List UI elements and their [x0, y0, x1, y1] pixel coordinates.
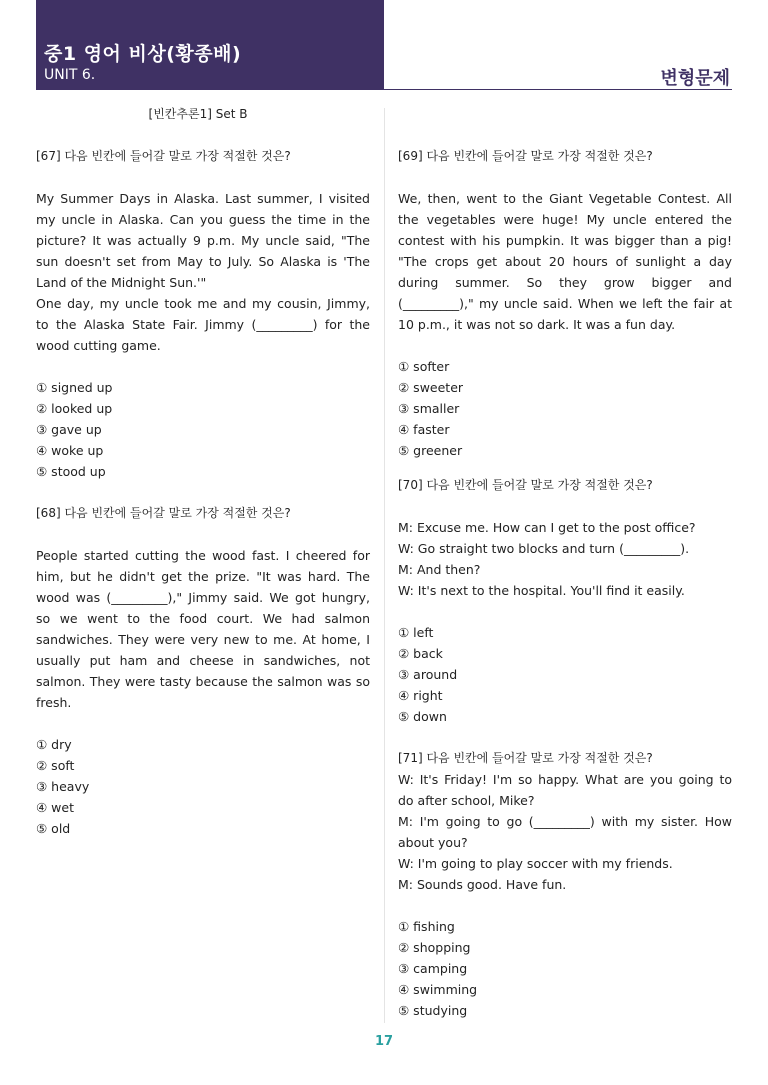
dialogue-line: W: Go straight two blocks and turn (_________).	[398, 541, 690, 556]
option: ② shopping	[398, 940, 471, 955]
column-divider	[384, 108, 385, 1023]
option: ① softer	[398, 359, 450, 374]
set-label: [빈칸추론1] Set B	[148, 107, 248, 121]
header-underline	[36, 89, 732, 90]
option: ④ swimming	[398, 982, 478, 997]
question-67-passage-1: My Summer Days in Alaska. Last summer, I visited my uncle in Alaska. Can you guess the time in the picture? It was actually 9 p.m. My uncle said, "The sun doesn't set from May to July. So Alaska is 'The Land of the Midnight Sun.'"	[36, 191, 370, 290]
option: ③ heavy	[36, 779, 90, 794]
question-71	[398, 748, 732, 1021]
question-69	[398, 146, 732, 461]
dialogue-line: W: It's Friday! I'm so happy. What are you going to do after school, Mike?	[398, 772, 732, 808]
option: ⑤ greener	[398, 443, 463, 458]
dialogue-line: M: And then?	[398, 562, 481, 577]
left-column	[36, 104, 370, 839]
option: ③ gave up	[36, 422, 102, 437]
option: ② looked up	[36, 401, 113, 416]
option: ① fishing	[398, 919, 455, 934]
option: ⑤ stood up	[36, 464, 106, 479]
dialogue-line: M: Excuse me. How can I get to the post office?	[398, 520, 696, 535]
header-banner	[36, 0, 384, 90]
right-column	[398, 104, 732, 1021]
header-unit: UNIT 6.	[44, 67, 96, 83]
question-69-heading: [69] 다음 빈칸에 들어갈 말로 가장 적절한 것은?	[398, 149, 653, 163]
option: ① left	[398, 625, 434, 640]
option: ④ faster	[398, 422, 450, 437]
dialogue-line: M: Sounds good. Have fun.	[398, 877, 567, 892]
dialogue-line: W: It's next to the hospital. You'll find it easily.	[398, 583, 685, 598]
option: ⑤ old	[36, 821, 71, 836]
option: ② back	[398, 646, 443, 661]
option: ③ smaller	[398, 401, 460, 416]
option: ⑤ studying	[398, 1003, 468, 1018]
question-67-passage-2: One day, my uncle took me and my cousin, Jimmy, to the Alaska State Fair. Jimmy (_________) for the wood cutting game.	[36, 296, 370, 353]
option: ① dry	[36, 737, 72, 752]
option: ② soft	[36, 758, 75, 773]
question-67	[36, 146, 370, 482]
question-70	[398, 475, 732, 727]
dialogue-line: M: I'm going to go (_________) with my sister. How about you?	[398, 814, 732, 850]
question-67-heading: [67] 다음 빈칸에 들어갈 말로 가장 적절한 것은?	[36, 149, 291, 163]
question-68-passage: People started cutting the wood fast. I cheered for him, but he didn't get the prize. "It was hard. The wood was (_________)," Jimmy said. We got hungry, so we went to the food court. We had salmon sandwiches. They were very new to me. At home, I usually put ham and cheese in sandwiches, not salmon. They were tasty because the salmon was so fresh.	[36, 548, 370, 710]
header-title: 중1 영어 비상(황종배)	[44, 43, 242, 65]
question-71-heading: [71] 다음 빈칸에 들어갈 말로 가장 적절한 것은?	[398, 751, 653, 765]
question-68-heading: [68] 다음 빈칸에 들어갈 말로 가장 적절한 것은?	[36, 506, 291, 520]
option: ③ around	[398, 667, 458, 682]
dialogue-line: W: I'm going to play soccer with my friends.	[398, 856, 673, 871]
option: ② sweeter	[398, 380, 464, 395]
question-70-heading: [70] 다음 빈칸에 들어갈 말로 가장 적절한 것은?	[398, 478, 653, 492]
page-number: 17	[374, 1034, 394, 1049]
option: ④ woke up	[36, 443, 104, 458]
option: ④ wet	[36, 800, 74, 815]
option: ④ right	[398, 688, 443, 703]
header-right-label: 변형문제	[660, 68, 730, 89]
option: ⑤ down	[398, 709, 447, 724]
option: ① signed up	[36, 380, 113, 395]
question-69-passage: We, then, went to the Giant Vegetable Contest. All the vegetables were huge! My uncle entered the contest with his pumpkin. It was bigger than a pig! "The crops get about 20 hours of sunlight a day during summer. So they grow bigger and (_________)," my uncle said. When we left the fair at 10 p.m., it was not so dark. It was a fun day.	[398, 191, 732, 332]
option: ③ camping	[398, 961, 468, 976]
question-68	[36, 503, 370, 839]
